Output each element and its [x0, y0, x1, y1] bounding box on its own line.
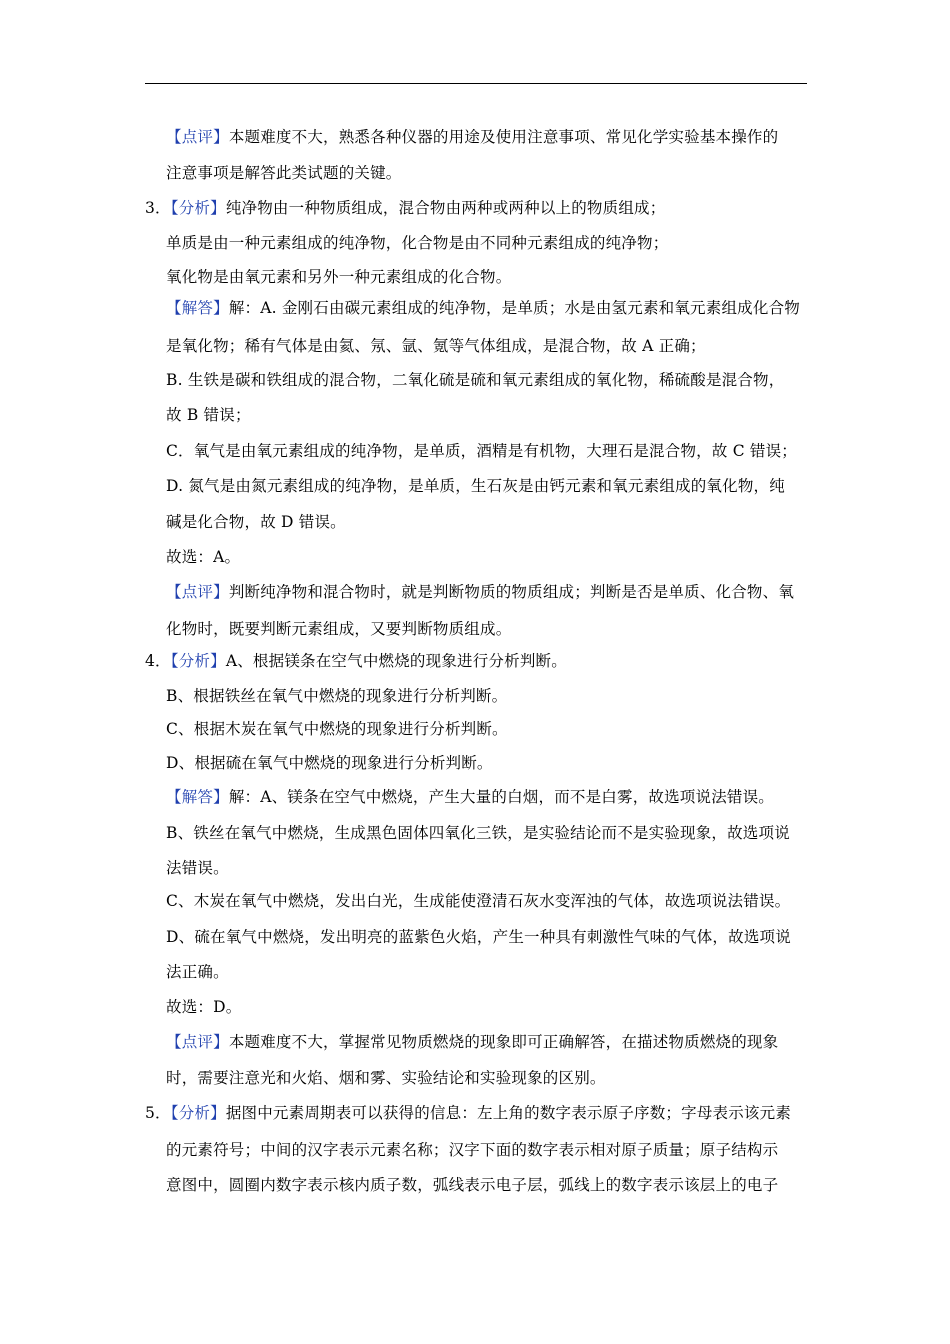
text-line: C、根据木炭在氧气中燃烧的现象进行分析判断。 — [166, 720, 508, 738]
label-tag: 【点评】 — [166, 1033, 229, 1051]
question-line: 3．【分析】纯净物由一种物质组成，混合物由两种或两种以上的物质组成； — [145, 199, 666, 217]
text-line: 氧化物是由氧元素和另外一种元素组成的化合物。 — [166, 268, 512, 286]
question-line: 5．【分析】据图中元素周期表可以获得的信息：左上角的数字表示原子序数；字母表示该元素 — [145, 1104, 792, 1122]
question-number: 3． — [145, 199, 171, 217]
label-tag: 【分析】 — [170, 199, 226, 217]
text-line: D、硫在氧气中燃烧，发出明亮的蓝紫色火焰，产生一种具有刺激性气味的气体，故选项说 — [166, 928, 791, 946]
text-line: 【解答】解：A. 金刚石由碳元素组成的纯净物，是单质；水是由氢元素和氧元素组成化合物 — [166, 299, 800, 317]
question-number: 4． — [145, 652, 171, 670]
label-tag: 【分析】 — [170, 1104, 226, 1122]
text-line: 【点评】本题难度不大，熟悉各种仪器的用途及使用注意事项、常见化学实验基本操作的 — [166, 128, 779, 146]
text-line: 法正确。 — [166, 963, 229, 981]
label-tag: 【点评】 — [166, 128, 229, 146]
text-line: 化物时，既要判断元素组成，又要判断物质组成。 — [166, 620, 512, 638]
text-line: 是氧化物；稀有气体是由氦、氖、氩、氪等气体组成，是混合物，故 A 正确； — [166, 337, 706, 355]
text-line: B、铁丝在氧气中燃烧，生成黑色固体四氧化三铁，是实验结论而不是实验现象，故选项说 — [166, 824, 790, 842]
text-line: 【点评】判断纯净物和混合物时，就是判断物质的物质组成；判断是否是单质、化合物、氧 — [166, 583, 795, 601]
text-line: 故选：D。 — [166, 998, 242, 1016]
text-line: 故选：A。 — [166, 548, 241, 566]
text-line: 故 B 错误； — [166, 406, 251, 424]
text-line: D、根据硫在氧气中燃烧的现象进行分析判断。 — [166, 754, 493, 772]
text-line: 单质是由一种元素组成的纯净物，化合物是由不同种元素组成的纯净物； — [166, 234, 669, 252]
text-line: 【解答】解：A、镁条在空气中燃烧，产生大量的白烟，而不是白雾，故选项说法错误。 — [166, 788, 775, 806]
header-rule — [145, 83, 807, 84]
text-line: C．氧气是由氧元素组成的纯净物，是单质，酒精是有机物，大理石是混合物，故 C 错误； — [166, 442, 797, 460]
label-tag: 【解答】 — [166, 299, 229, 317]
label-tag: 【分析】 — [170, 652, 226, 670]
text-line: 法错误。 — [166, 859, 229, 877]
text-line: 【点评】本题难度不大，掌握常见物质燃烧的现象即可正确解答，在描述物质燃烧的现象 — [166, 1033, 779, 1051]
label-tag: 【点评】 — [166, 583, 229, 601]
text-line: B. 生铁是碳和铁组成的混合物，二氧化硫是硫和氧元素组成的氧化物，稀硫酸是混合物， — [166, 371, 785, 389]
question-number: 5． — [145, 1104, 171, 1122]
label-tag: 【解答】 — [166, 788, 229, 806]
text-line: 注意事项是解答此类试题的关键。 — [166, 164, 402, 182]
text-line: C、木炭在氧气中燃烧，发出白光，生成能使澄清石灰水变浑浊的气体，故选项说法错误。 — [166, 892, 791, 910]
text-line: 意图中，圆圈内数字表示核内质子数，弧线表示电子层，弧线上的数字表示该层上的电子 — [166, 1176, 779, 1194]
text-line: 碱是化合物，故 D 错误。 — [166, 513, 346, 531]
text-line: D. 氮气是由氮元素组成的纯净物，是单质，生石灰是由钙元素和氧元素组成的氧化物，纯 — [166, 477, 785, 495]
text-line: B、根据铁丝在氧气中燃烧的现象进行分析判断。 — [166, 687, 508, 705]
text-line: 时，需要注意光和火焰、烟和雾、实验结论和实验现象的区别。 — [166, 1069, 606, 1087]
question-line: 4．【分析】A、根据镁条在空气中燃烧的现象进行分析判断。 — [145, 652, 567, 670]
text-line: 的元素符号；中间的汉字表示元素名称；汉字下面的数字表示相对原子质量；原子结构示 — [166, 1141, 779, 1159]
